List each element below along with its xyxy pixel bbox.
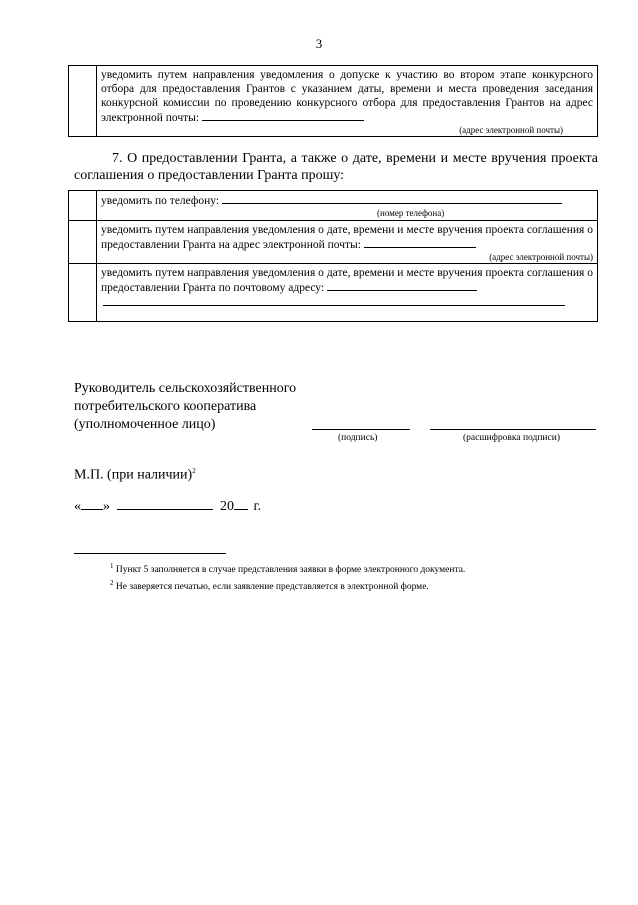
page-number: 3	[315, 36, 323, 51]
signature-title	[74, 380, 296, 434]
notification-table-1	[68, 65, 598, 137]
signature-line-2: потребительского кооператива	[74, 399, 257, 414]
signature-line-1: Руководитель сельскохозяйственного	[74, 381, 297, 396]
checkbox-cell[interactable]	[69, 66, 97, 137]
footnotes	[110, 560, 590, 594]
option-text: уведомить путем направления уведомления о дате, времени и месте вручения проекта соглашения о предоставлении Гранта по почтовому адресу:	[101, 267, 593, 294]
address-blank-line-2[interactable]	[103, 301, 565, 306]
option-text: уведомить путем направления уведомления о допуске к участию во втором этапе конкурсного отбора для предоставления Грантов с указанием даты, времени и места проведения заседания конкурсной комиссии по проведению конкурсного отбора для предоставления Грантов на адрес электронной почты:	[101, 69, 593, 124]
year-blank[interactable]	[234, 497, 248, 510]
signature-blank[interactable]	[312, 429, 410, 430]
footnote-ref-2: 2	[192, 467, 196, 475]
option-cell	[97, 221, 598, 264]
date-line: « » 20 г.	[74, 499, 262, 514]
email-blank[interactable]	[202, 110, 364, 121]
phone-caption: (номер телефона)	[377, 208, 445, 218]
option-text: уведомить по телефону:	[97, 191, 597, 208]
option-cell	[97, 66, 598, 137]
stamp-label: М.П. (при наличии)$^2$	[74, 467, 196, 483]
address-blank[interactable]	[327, 280, 477, 291]
phone-blank[interactable]	[222, 193, 562, 204]
footnote-2: $^2$ Не заверяется печатью, если заявление представляется в электронной форме.	[110, 579, 429, 593]
section-7-text: 7. О предоставлении Гранта, а также о дате, времени и месте вручения проекта соглашения о предоставлении Гранта прошу:	[74, 151, 598, 183]
option-cell	[97, 191, 598, 221]
email-caption: (адрес электронной почты)	[459, 125, 563, 135]
email-blank[interactable]	[364, 237, 476, 248]
checkbox-cell[interactable]	[69, 191, 97, 221]
footnote-1: $^1$ Пункт 5 заполняется в случае представления заявки в форме электронного документа.	[110, 562, 466, 576]
notification-table-2	[68, 190, 598, 322]
signature-caption: (подпись)	[338, 433, 378, 443]
signature-decode-caption: (расшифровка подписи)	[463, 433, 560, 443]
checkbox-cell[interactable]	[69, 264, 97, 322]
day-blank[interactable]	[81, 497, 103, 510]
month-blank[interactable]	[117, 497, 213, 510]
option-cell	[97, 264, 598, 322]
checkbox-cell[interactable]	[69, 221, 97, 264]
signature-decode-blank[interactable]	[430, 429, 596, 430]
option-text: уведомить путем направления уведомления о дате, времени и месте вручения проекта соглашения о предоставлении Гранта на адрес электронной почты:	[101, 224, 593, 251]
email-caption: (адрес электронной почты)	[489, 252, 593, 262]
footnote-separator	[74, 553, 226, 554]
signature-line-3: (уполномоченное лицо)	[74, 417, 216, 432]
